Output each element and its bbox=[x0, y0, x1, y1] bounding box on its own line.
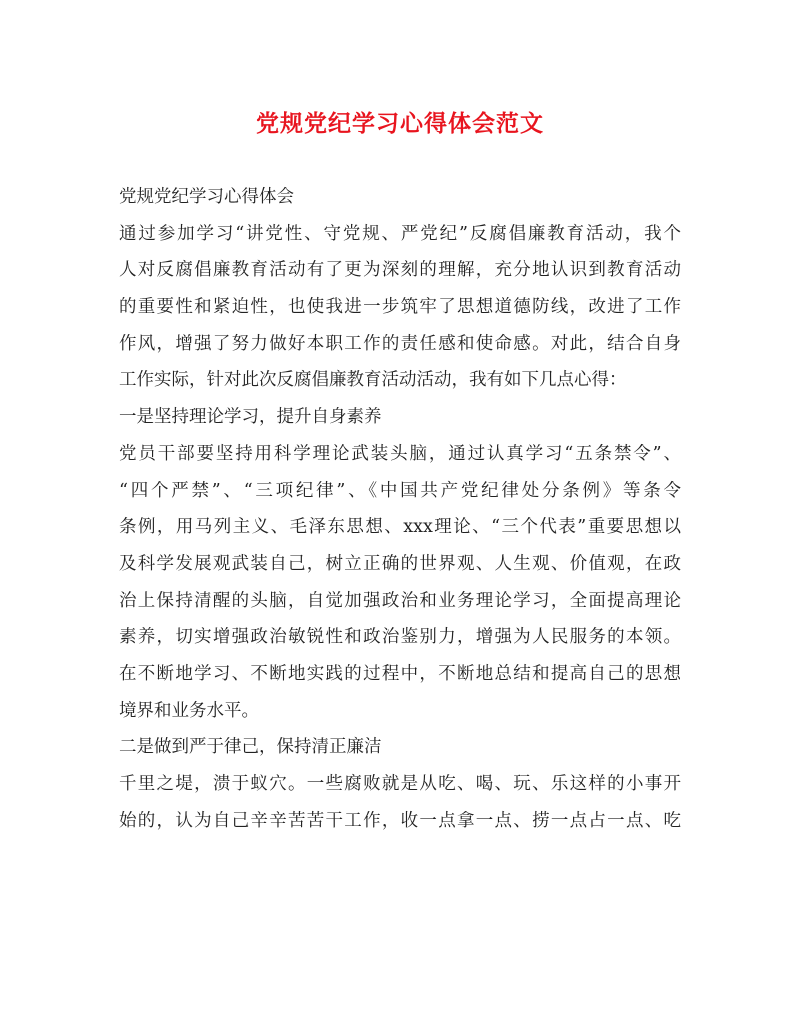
body-line: 通过参加学习“讲党性、守党规、严党纪”反腐倡廉教育活动，我个 bbox=[119, 223, 681, 244]
body-line: 治上保持清醒的头脑，自觉加强政治和业务理论学习，全面提高理论 bbox=[119, 590, 681, 611]
body-line: 境界和业务水平。 bbox=[119, 700, 259, 721]
body-line: 在不断地学习、不断地实践的过程中，不断地总结和提高自己的思想 bbox=[119, 663, 681, 684]
body-line: 素养，切实增强政治敏锐性和政治鉴别力，增强为人民服务的本领。 bbox=[119, 627, 681, 648]
body-line: 党员干部要坚持用科学理论武装头脑，通过认真学习“五条禁令”、 bbox=[119, 443, 681, 464]
body-line: 人对反腐倡廉教育活动有了更为深刻的理解，充分地认识到教育活动 bbox=[119, 260, 681, 281]
section-heading: 二是做到严于律己，保持清正廉洁 bbox=[119, 737, 382, 758]
body-line: “四个严禁”、“三项纪律”、《中国共产党纪律处分条例》等条令 bbox=[119, 480, 681, 501]
body-line: 及科学发展观武装自己，树立正确的世界观、人生观、价值观，在政 bbox=[119, 553, 681, 574]
document-title: 党规党纪学习心得体会范文 bbox=[256, 110, 544, 137]
body-line: 工作实际，针对此次反腐倡廉教育活动活动，我有如下几点心得： bbox=[119, 370, 627, 391]
body-line: 千里之堤，溃于蚁穴。一些腐败就是从吃、喝、玩、乐这样的小事开 bbox=[119, 774, 681, 794]
section-heading: 一是坚持理论学习，提升自身素养 bbox=[119, 407, 382, 428]
body-line: 始的，认为自己辛辛苦苦干工作，收一点拿一点、捞一点占一点、吃 bbox=[119, 810, 681, 831]
body-line: 党规党纪学习心得体会 bbox=[119, 187, 294, 207]
body-line: 作风，增强了努力做好本职工作的责任感和使命感。对此，结合自身 bbox=[119, 333, 681, 354]
body-line: 条例，用马列主义、毛泽东思想、xxx理论、“三个代表”重要思想以 bbox=[119, 517, 681, 538]
document-body bbox=[119, 179, 681, 839]
body-line: 的重要性和紧迫性，也使我进一步筑牢了思想道德防线，改进了工作 bbox=[119, 297, 681, 318]
